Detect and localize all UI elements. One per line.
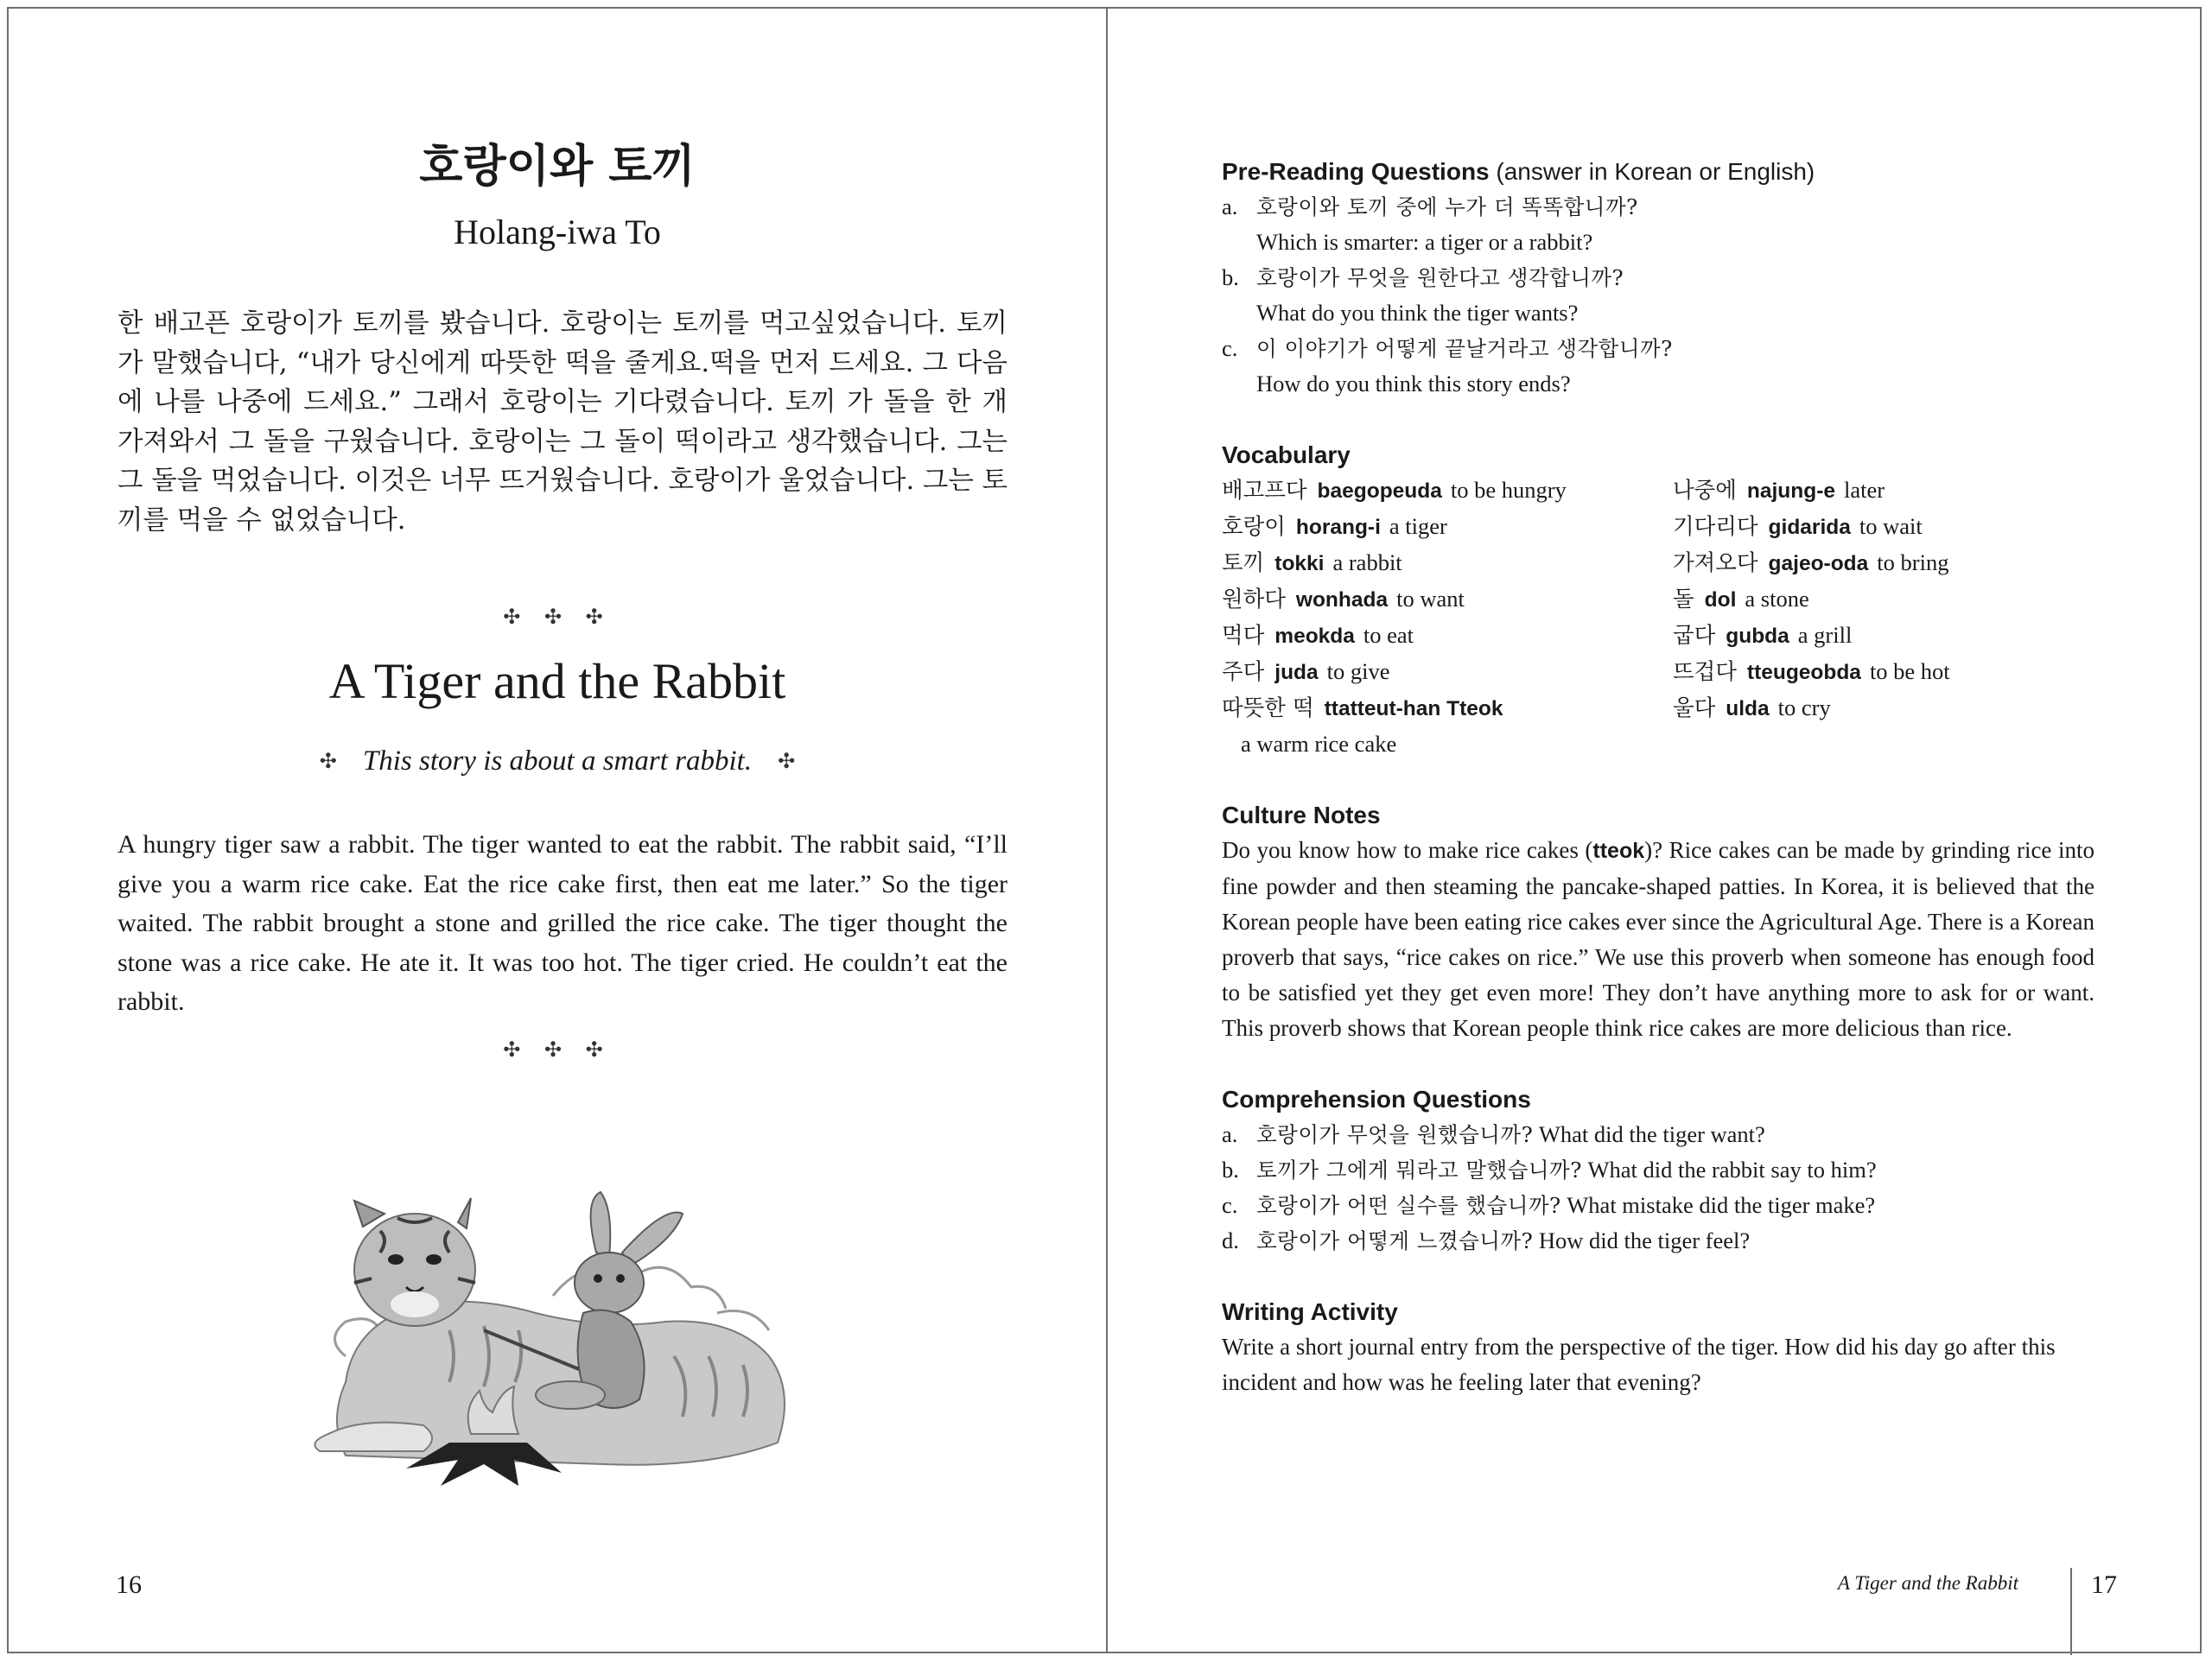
vocab-meaning: to eat: [1363, 622, 1414, 648]
ornament-divider-bottom: ✣ ✣ ✣: [503, 1037, 612, 1062]
vocab-entry: [1222, 618, 1673, 654]
question-english: Which is smarter: a tiger or a rabbit?: [1256, 229, 1593, 255]
vocab-meaning: to be hot: [1869, 658, 1950, 684]
vocab-korean: 굽다: [1673, 623, 1716, 649]
comprehension-question: [1222, 1223, 2094, 1259]
book-spread: [7, 7, 2202, 1653]
vocab-meaning: a grill: [1797, 622, 1853, 648]
korean-story: 한 배고픈 호랑이가 토끼를 봤습니다. 호랑이는 토끼를 먹고싶었습니다. 토끼가 말했습니다, “내가 당신에게 따뜻한 떡을 줄게요.떡을 먼저 드세요. 그 다음에 나를 나중에 드세요.” 그래서 호랑이는 기다렸습니다. 토끼 가 돌을 한 개 가져와서 그 돌을 구웠습니다. 호랑이는 그 돌이 떡이라고 생각했습니다. 그는 그 돌을 먹었습니다. 이것은 너무 뜨거웠습니다. 호랑이가 울었습니다. 그는 토끼를 먹을 수 없었습니다.: [118, 308, 1007, 536]
vocab-entry: [1673, 473, 2094, 509]
vocab-romanized: gubda: [1726, 625, 1789, 648]
culture-notes-heading: Culture Notes: [1222, 802, 1381, 828]
question-label: b.: [1222, 1157, 1239, 1183]
question-korean: [1222, 331, 2094, 366]
vocab-meaning: later: [1844, 477, 1885, 503]
vocab-entry: [1222, 654, 1673, 690]
vocab-korean: 울다: [1673, 695, 1716, 721]
vocab-meaning: a tiger: [1389, 513, 1447, 539]
romanized-title: Holang-iwa To: [454, 213, 661, 251]
ornament-divider-top: ✣ ✣ ✣: [503, 605, 612, 629]
question-english: How do you think this story ends?: [1256, 371, 1571, 396]
vocabulary-heading: Vocabulary: [1222, 441, 1351, 468]
vocab-meaning: a stone: [1745, 586, 1809, 612]
question-label: c.: [1222, 335, 1238, 361]
tagline-text: This story is about a smart rabbit.: [362, 745, 753, 777]
ornament-icon: ✣: [778, 751, 796, 773]
vocab-korean: 원하다: [1222, 587, 1286, 612]
vocab-romanized: ulda: [1726, 697, 1770, 720]
vocab-korean: 뜨겁다: [1673, 659, 1737, 685]
vocab-entry: [1673, 545, 2094, 581]
vocab-meaning: to be hungry: [1450, 477, 1567, 503]
ornament-icon: ✣: [319, 751, 337, 773]
vocab-meaning-continuation: a warm rice cake: [1241, 731, 1397, 757]
vocab-korean: 나중에: [1673, 478, 1737, 504]
vocab-korean: 따뜻한 떡: [1222, 695, 1314, 721]
pre-reading-heading: [1222, 154, 2094, 189]
question-label: a.: [1222, 1121, 1238, 1147]
vocab-romanized: ttatteut-han Tteok: [1324, 697, 1503, 720]
vocab-romanized: tteugeobda: [1746, 661, 1861, 684]
vocab-entry: [1673, 509, 2094, 545]
vocab-entry: [1222, 690, 1673, 726]
comprehension-question: [1222, 1188, 2094, 1223]
vocab-romanized: gidarida: [1768, 516, 1851, 539]
question-label: b.: [1222, 264, 1239, 290]
question-text-korean: 토끼가 그에게 뭐라고 말했습니까?: [1256, 1158, 1582, 1183]
vocab-korean: 기다리다: [1673, 514, 1758, 540]
vocab-romanized: tokki: [1274, 552, 1325, 575]
question-english: What do you think the tiger wants?: [1256, 300, 1579, 326]
vocab-romanized: horang-i: [1295, 516, 1381, 539]
vocab-entry: [1673, 581, 2094, 618]
writing-activity-heading: Writing Activity: [1222, 1298, 1398, 1325]
vocab-meaning: to want: [1396, 586, 1465, 612]
writing-activity-text: Write a short journal entry from the perspective of the tiger. How did his day go after this incident and how was he feeling later that evening?: [1222, 1334, 2056, 1395]
culture-notes-text: [1222, 833, 2094, 1046]
question-korean: [1222, 260, 2094, 295]
vocab-meaning: to bring: [1877, 549, 1949, 575]
culture-text-part: Do you know how to make rice cakes (: [1222, 837, 1593, 863]
vocab-romanized: baegopeuda: [1317, 479, 1442, 503]
vocab-entry: [1673, 618, 2094, 654]
vocab-entry: [1222, 509, 1673, 545]
vocab-meaning: to give: [1326, 658, 1390, 684]
vocab-entry: [1222, 545, 1673, 581]
vocab-romanized: wonhada: [1295, 588, 1389, 612]
right-page: [1108, 9, 2202, 1652]
question-label: a.: [1222, 193, 1238, 219]
vocab-romanized: gajeo-oda: [1768, 552, 1869, 575]
comprehension-questions: [1222, 1117, 2094, 1259]
pre-reading-questions: [1222, 189, 2094, 402]
vocab-korean: 가져오다: [1673, 550, 1758, 576]
running-head-divider: [2070, 1568, 2072, 1655]
vocab-meaning: to wait: [1859, 513, 1923, 539]
vocab-entry: [1222, 473, 1673, 509]
vocab-korean: 돌: [1673, 587, 1694, 612]
vocab-romanized: dol: [1704, 588, 1737, 612]
vocab-korean: 토끼: [1222, 550, 1265, 576]
tagline: [9, 745, 1106, 777]
english-title: A Tiger and the Rabbit: [328, 653, 786, 709]
question-text-english: How did the tiger feel?: [1538, 1227, 1751, 1253]
vocab-entry: [1673, 690, 2094, 726]
vocabulary-column-right: [1673, 473, 2094, 762]
vocab-romanized: najung-e: [1746, 479, 1835, 503]
vocab-korean: 먹다: [1222, 623, 1265, 649]
left-page: [9, 9, 1108, 1652]
tiger-and-rabbit-illustration: [311, 1183, 812, 1494]
vocabulary-list: [1222, 473, 2094, 762]
comprehension-heading: Comprehension Questions: [1222, 1086, 1531, 1113]
page-number: 16: [116, 1570, 142, 1599]
question-text-english: What mistake did the tiger make?: [1567, 1192, 1876, 1218]
korean-title: 호랑이와 토끼: [419, 141, 696, 193]
pre-reading-note: (answer in Korean or English): [1496, 158, 1815, 185]
vocab-romanized: juda: [1274, 661, 1319, 684]
question-korean: [1222, 189, 2094, 225]
running-head: A Tiger and the Rabbit: [1837, 1572, 2018, 1594]
question-text-english: What did the tiger want?: [1538, 1121, 1765, 1147]
page-number: 17: [2091, 1570, 2117, 1599]
question-text-english: What did the rabbit say to him?: [1587, 1157, 1877, 1183]
right-page-content: [1222, 154, 2094, 1400]
question-text-korean: 호랑이가 어떻게 느꼈습니까?: [1256, 1228, 1534, 1253]
vocabulary-column-left: [1222, 473, 1673, 762]
vocab-romanized: meokda: [1274, 625, 1355, 648]
vocab-entry: [1673, 654, 2094, 690]
question-text-korean: 호랑이와 토끼 중에 누가 더 똑똑합니까?: [1256, 194, 1638, 219]
question-label: d.: [1222, 1227, 1239, 1253]
question-text-korean: 이 이야기가 어떻게 끝날거라고 생각합니까?: [1256, 336, 1673, 361]
culture-term: tteok: [1592, 839, 1645, 863]
culture-text-part: )? Rice cakes can be made by grinding rice into fine powder and then steaming the pancake-shaped patties. In Korea, it is believed that the Korean people have been eating rice cakes ever since the Agricultural Age. There is a Korean proverb that says, “rice cakes on rice.” We use this proverb when someone has enough food to be satisfied yet they get even more! They don’t have anything more to ask for or want. This proverb shows that Korean people think rice cakes are more delicious than rice.: [1222, 837, 2094, 1041]
question-text-korean: 호랑이가 무엇을 원했습니까?: [1256, 1122, 1534, 1147]
english-story: A hungry tiger saw a rabbit. The tiger wanted to eat the rabbit. The rabbit said, “I’ll give you a warm rice cake. Eat the rice cake first, then eat me later.” So the tiger waited. The rabbit brought a stone and grilled the rice cake. The tiger thought the stone was a rice cake. He ate it. It was too hot. The tiger cried. He couldn’t eat the rabbit.: [118, 830, 1007, 1016]
comprehension-question: [1222, 1117, 2094, 1152]
vocab-korean: 주다: [1222, 659, 1265, 685]
question-label: c.: [1222, 1192, 1238, 1218]
vocab-korean: 호랑이: [1222, 514, 1286, 540]
vocab-korean: 배고프다: [1222, 478, 1307, 504]
question-text-korean: 호랑이가 어떤 실수를 했습니까?: [1256, 1193, 1561, 1218]
vocab-meaning: to cry: [1777, 695, 1831, 720]
pre-reading-title: Pre-Reading Questions: [1222, 158, 1490, 185]
comprehension-question: [1222, 1152, 2094, 1188]
question-text-korean: 호랑이가 무엇을 원한다고 생각합니까?: [1256, 265, 1624, 290]
vocab-entry: [1222, 581, 1673, 618]
vocab-meaning: a rabbit: [1332, 549, 1402, 575]
